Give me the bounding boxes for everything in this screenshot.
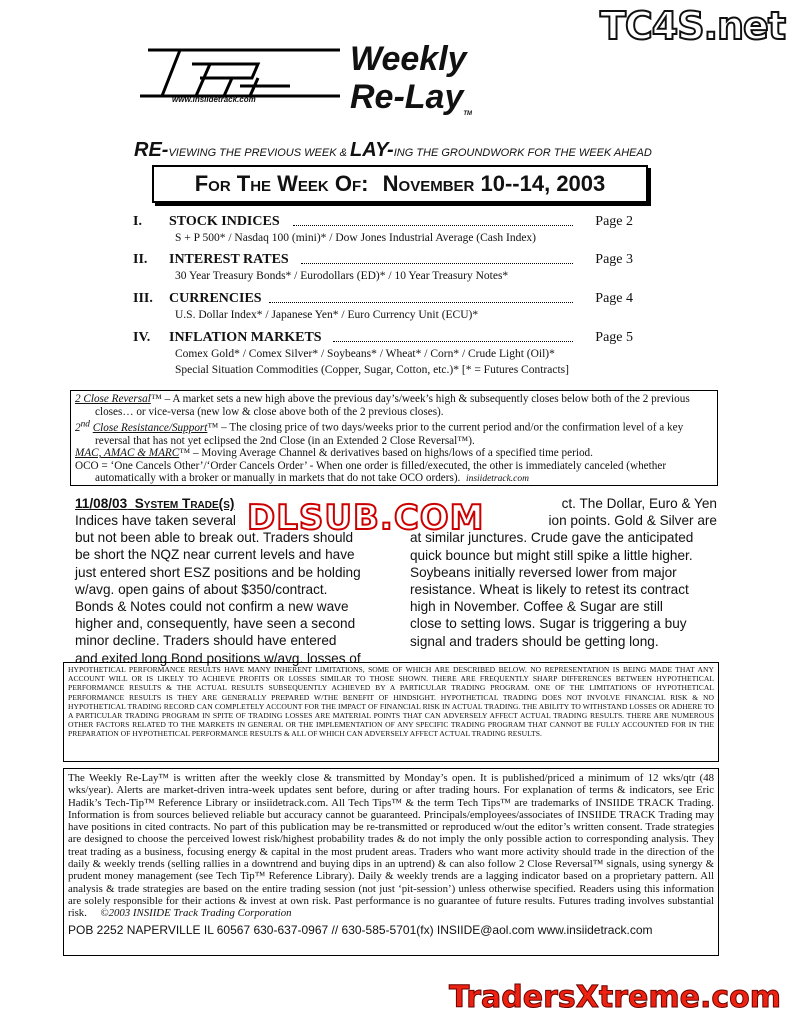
toc-leader xyxy=(269,301,573,303)
system-left-line: Bonds & Notes could not confirm a new wave xyxy=(75,599,349,615)
logo-relay-text: Re-Lay xyxy=(350,78,464,116)
logo-relay xyxy=(350,78,472,117)
toc-title: INFLATION MARKETS xyxy=(169,330,322,345)
system-right-line: resistance. Wheat is likely to retest its contract xyxy=(410,582,689,598)
tagline-re: RE- xyxy=(134,139,169,161)
definition-text: ™ – A market sets a new high above the previous day’s/week’s high & subsequently closes below both of the 2 previous closes… or vice-versa (new low & close above both of the 2 previous closes). xyxy=(95,393,690,418)
toc-item-inflation-markets[interactable] xyxy=(133,330,633,382)
logo-tm: TM xyxy=(463,111,473,117)
toc-number: III. xyxy=(133,291,153,306)
toc-page: Page 2 xyxy=(595,214,633,229)
toc-subitems: U.S. Dollar Index* / Japanese Yen* / Euro Currency Unit (ECU)* xyxy=(175,309,479,321)
toc-subitems: Comex Gold* / Comex Silver* / Soybeans* / Wheat* / Corn* / Crude Light (Oil)* xyxy=(175,348,555,360)
system-left-line: minor decline. Traders should have entered xyxy=(75,633,337,649)
system-left-line: higher and, consequently, have seen a second xyxy=(75,616,356,632)
toc-item-interest-rates[interactable] xyxy=(133,252,633,288)
definition-2-close-reversal xyxy=(75,393,713,418)
definition-text: ™ – Moving Average Channel & derivatives based on highs/lows of a specified time period. xyxy=(179,447,593,460)
system-left-line: and exited long Bond positions w/avg. losses of xyxy=(75,650,361,666)
system-left-line: just entered short ESZ positions and be holding xyxy=(75,564,361,580)
legal-notice xyxy=(63,768,719,956)
system-date: 11/08/03 xyxy=(75,496,128,511)
copyright: ©2003 INSIIDE Track Trading Corporation xyxy=(100,907,292,920)
tagline xyxy=(134,139,652,162)
system-right-line: Soybeans initially reversed lower from major xyxy=(410,564,677,580)
definition-term: 2 Close Reversal xyxy=(75,393,151,405)
legal-text: The Weekly Re-Lay™ is written after the weekly close & transmitted by Monday’s open. It is published/priced a minimum of 12 wks/qtr (48 wks/year). Alerts are market-driven intra-week updates sent before, during or after trading hours. For explanation of terms & indicators, see Eric Hadik’s Tech-Tip™ Reference Library or insiidetrack.com. All Tech Tips™ & the term Tech Tips™ are trademarks of INSIIDE TRACK Trading. Information is from sources believed reliable but accuracy cannot be guaranteed. Principals/employees/associates of INSIIDE TRACK Trading may have positions in cited contracts. No part of this publication may be re-transmitted or reproduced w/out the editor’s written consent. Trade strategies are designed to choose the perceived lowest risk/highest probability trades & do not imply the only possible action to corresponding analysis. They treat trading as a business, focusing energy & capital in the most prudent areas. Traders who want more activity should trade in the direction of the daily & weekly trends (selling rallies in a downtrend and buying dips in an uptrend) & can also follow 2 Close Reversal™ signals, using synergy & prudent money management (see Tech Tip™ Reference Library). Daily & weekly trends are a lagging indicator based on a proprietary pattern. All analysis & trade strategies are based on the entire trading session (not just ‘pit-session’) unless otherwise specified. Readers using this information are solely responsible for their actions & invest at own risk. Past performance is no guarantee of future results. Futures trading involves substantial risk. xyxy=(68,772,714,920)
toc-page: Page 5 xyxy=(595,330,633,345)
system-left-line: be short the NQZ near current levels and have xyxy=(75,547,355,563)
system-left-line: w/avg. open gains of about $350/contract. xyxy=(75,581,328,597)
definition-close-resistance: 2nd Close Resistance/Support™ – The closing price of two days/weeks prior to the current period and/or the confirmation level of a key reversal that has not yet eclipsed the 2nd Close (in an Extended 2 Close Reversal™). xyxy=(75,419,684,447)
toc-title: INTEREST RATES xyxy=(169,252,289,267)
tagline-lay: LAY- xyxy=(349,139,394,161)
system-right-line: ion points. Gold & Silver are xyxy=(548,513,717,529)
contact-line: POB 2252 NAPERVILLE IL 60567 630-637-0967 // 630-585-5701(fx) INSIIDE@aol.com www.insiidetrack.com xyxy=(68,922,653,937)
definitions-box xyxy=(70,390,718,486)
definition-term: Close Resistance/Support xyxy=(92,421,208,434)
toc-leader xyxy=(293,224,573,226)
toc-page: Page 4 xyxy=(595,291,633,306)
definitions-url[interactable]: insiidetrack.com xyxy=(465,474,530,485)
toc-item-stock-indices[interactable] xyxy=(133,214,633,250)
hypothetical-disclaimer: HYPOTHETICAL PERFORMANCE RESULTS HAVE MANY INHERENT LIMITATIONS, SOME OF WHICH ARE DESCRIBED BELOW. NO REPRESENTATION IS BEING MADE THAT ANY ACCOUNT WILL OR IS LIKELY TO ACHIEVE PROFITS OR LOSSES SIMILAR TO THOSE SHOWN. THERE ARE FREQUENTLY SHARP DIFFERENCES BETWEEN HYPOTHETICAL PERFORMANCE RESULTS & THE ACTUAL RESULTS SUBSEQUENTLY ACHIEVED BY A PARTICULAR TRADING PROGRAM. ONE OF THE LIMITATIONS OF HYPOTHETICAL PERFORMANCE RESULTS IS THEY ARE GENERALLY PREPARED W/THE BENEFIT OF HINDSIGHT. HYPOTHETICAL TRADING DOES NOT INVOLVE FINANCIAL RISK & NO HYPOTHETICAL TRADING RECORD CAN COMPLETELY ACCOUNT FOR THE IMPACT OF FINANCIAL RISK IN ACTUAL TRADING. THE ABILITY TO WITHSTAND LOSSES OR ADHERE TO A PARTICULAR TRADING PROGRAM IN SPITE OF TRADING LOSSES ARE MATERIAL POINTS THAT CAN ADVERSELY AFFECT ACTUAL TRADING RESULTS. THERE ARE NUMEROUS OTHER FACTORS RELATED TO THE MARKETS IN GENERAL OR THE IMPLEMENTATION OF ANY SPECIFIC TRADING PROGRAM THAT CANNOT BE FULLY ACCOUNTED FOR IN THE PREPARATION OF HYPOTHETICAL PERFORMANCE RESULTS & ALL OF WHICH CAN ADVERSELY AFFECT ACTUAL TRADING RESULTS. xyxy=(63,662,719,762)
logo-weekly: Weekly xyxy=(350,40,467,78)
watermark-dlsub: DLSUB.COM xyxy=(247,498,485,538)
system-right-line: ct. The Dollar, Euro & Yen xyxy=(561,496,717,511)
toc-title: CURRENCIES xyxy=(169,291,262,306)
toc-subitems-2: Special Situation Commodities (Copper, Sugar, Cotton, etc.)* [* = Futures Contracts] xyxy=(175,364,569,376)
week-box xyxy=(152,165,648,203)
system-right-line: close to setting lows. Sugar is triggering a buy xyxy=(410,616,687,632)
system-left-line: but not been able to break out. Traders should xyxy=(75,530,354,546)
definition-term: MAC, AMAC & MARC xyxy=(75,447,180,460)
tagline-laying: ING THE GROUNDWORK FOR THE WEEK AHEAD xyxy=(393,147,652,159)
system-heading: System Trade(s) xyxy=(134,496,235,511)
system-right-column xyxy=(410,495,717,650)
system-right-line: signal and traders should be getting long. xyxy=(410,633,659,649)
week-label: For The Week Of: xyxy=(194,171,369,196)
toc-number: II. xyxy=(133,252,148,267)
logo-url: www.insiidetrack.com xyxy=(172,95,256,104)
toc-number: IV. xyxy=(133,330,151,345)
toc-title: STOCK INDICES xyxy=(169,214,280,229)
toc-subitems: 30 Year Treasury Bonds* / Eurodollars (ED)* / 10 Year Treasury Notes* xyxy=(175,270,509,282)
toc-leader xyxy=(301,262,573,264)
watermark-tc4s: TC4S.net xyxy=(599,4,785,48)
toc-leader xyxy=(333,340,573,342)
definition-oco xyxy=(75,460,713,486)
system-right-line: quick bounce but might still spike a little higher. xyxy=(410,547,693,563)
toc-page: Page 3 xyxy=(595,252,633,267)
toc-number: I. xyxy=(133,214,142,229)
system-trade-heading xyxy=(75,495,234,512)
toc-subitems: S + P 500* / Nasdaq 100 (mini)* / Dow Jones Industrial Average (Cash Index) xyxy=(175,232,537,244)
system-right-line: at similar junctures. Crude gave the anticipated xyxy=(410,530,694,546)
watermark-tradersxtreme: TradersXtreme.com xyxy=(449,980,781,1015)
system-left-line: Indices have taken several xyxy=(75,513,236,528)
definition-text: ™ – The closing price of two days/weeks prior to the current period and/or the confirmation level of a key reversal that has not yet eclipsed the 2nd Close (in an Extended 2 Close Reversal™). xyxy=(95,421,684,447)
definition-text: OCO = ‘One Cancels Other’/‘Order Cancels Order’ - When one order is filled/executed, the other is immediately canceled (whether automatically with a broker or manually in markets that do not take OCO orders). xyxy=(75,459,667,485)
tagline-reviewing: VIEWING THE PREVIOUS WEEK & xyxy=(168,147,350,159)
system-right-line: high in November. Coffee & Sugar are still xyxy=(410,599,663,615)
system-left-column xyxy=(75,512,380,667)
toc-item-currencies[interactable] xyxy=(133,291,633,327)
definition-mac xyxy=(75,447,713,460)
week-dates: November 10--14, 2003 xyxy=(382,171,606,196)
